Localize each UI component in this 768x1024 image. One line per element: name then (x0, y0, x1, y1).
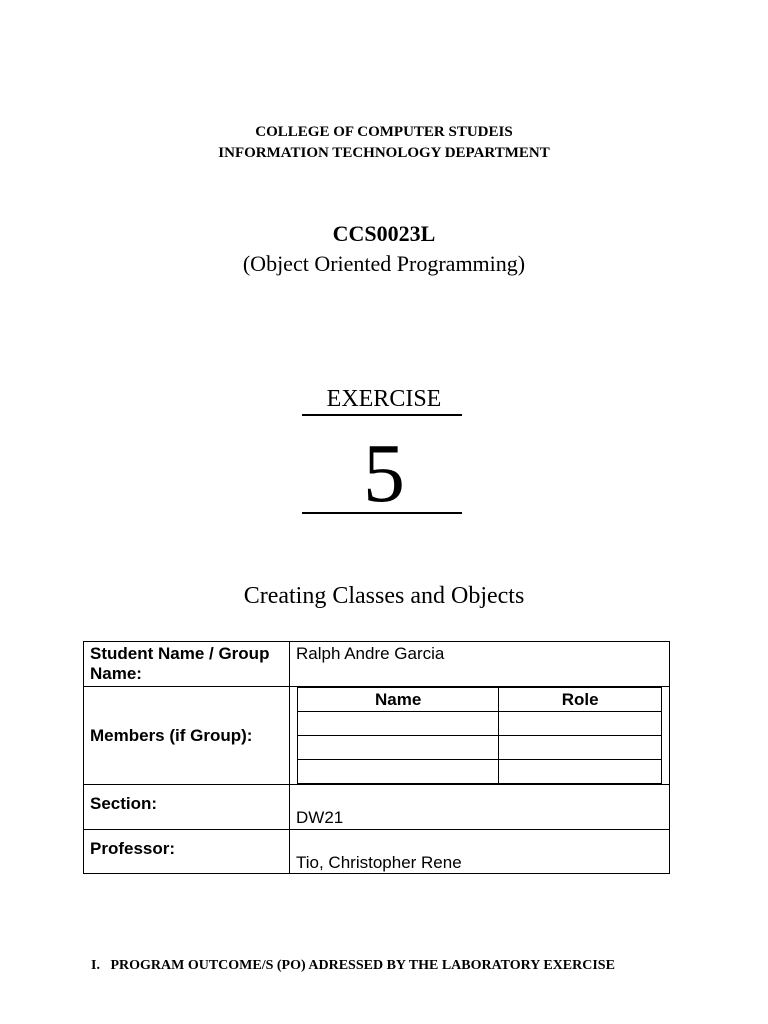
exercise-top-rule (302, 414, 462, 416)
members-label: Members (if Group): (84, 687, 290, 785)
members-row-2 (298, 736, 662, 760)
member-name-cell (298, 736, 499, 760)
member-role-cell (499, 712, 662, 736)
student-name-label: Student Name / Group Name: (84, 642, 290, 687)
exercise-number: 5 (363, 427, 405, 520)
members-row-3 (298, 760, 662, 784)
student-name-value: Ralph Andre Garcia (290, 642, 670, 687)
section-row (84, 785, 670, 830)
members-role-header: Role (499, 688, 662, 712)
college-name: COLLEGE OF COMPUTER STUDEIS (255, 124, 513, 140)
members-row-1 (298, 712, 662, 736)
student-info-table (83, 641, 670, 874)
exercise-label: EXERCISE (326, 386, 442, 412)
course-code: CCS0023L (332, 221, 436, 246)
student-row (84, 642, 670, 687)
professor-label: Professor: (84, 830, 290, 874)
member-name-cell (298, 760, 499, 784)
course-name: (Object Oriented Programming) (242, 251, 526, 276)
professor-row (84, 830, 670, 874)
department-name: INFORMATION TECHNOLOGY DEPARTMENT (218, 145, 550, 161)
member-role-cell (499, 760, 662, 784)
member-name-cell (298, 712, 499, 736)
section-value: DW21 (290, 785, 670, 830)
exercise-title: Creating Classes and Objects (243, 583, 525, 609)
members-row (84, 687, 670, 785)
members-cell (290, 687, 670, 785)
members-table (297, 687, 662, 784)
exercise-bottom-rule (302, 512, 462, 514)
professor-value: Tio, Christopher Rene (290, 830, 670, 874)
members-name-header: Name (298, 688, 499, 712)
section-heading: I. PROGRAM OUTCOME/S (PO) ADRESSED BY THE LABORATORY EXERCISE (91, 958, 615, 973)
member-role-cell (499, 736, 662, 760)
section-label: Section: (84, 785, 290, 830)
